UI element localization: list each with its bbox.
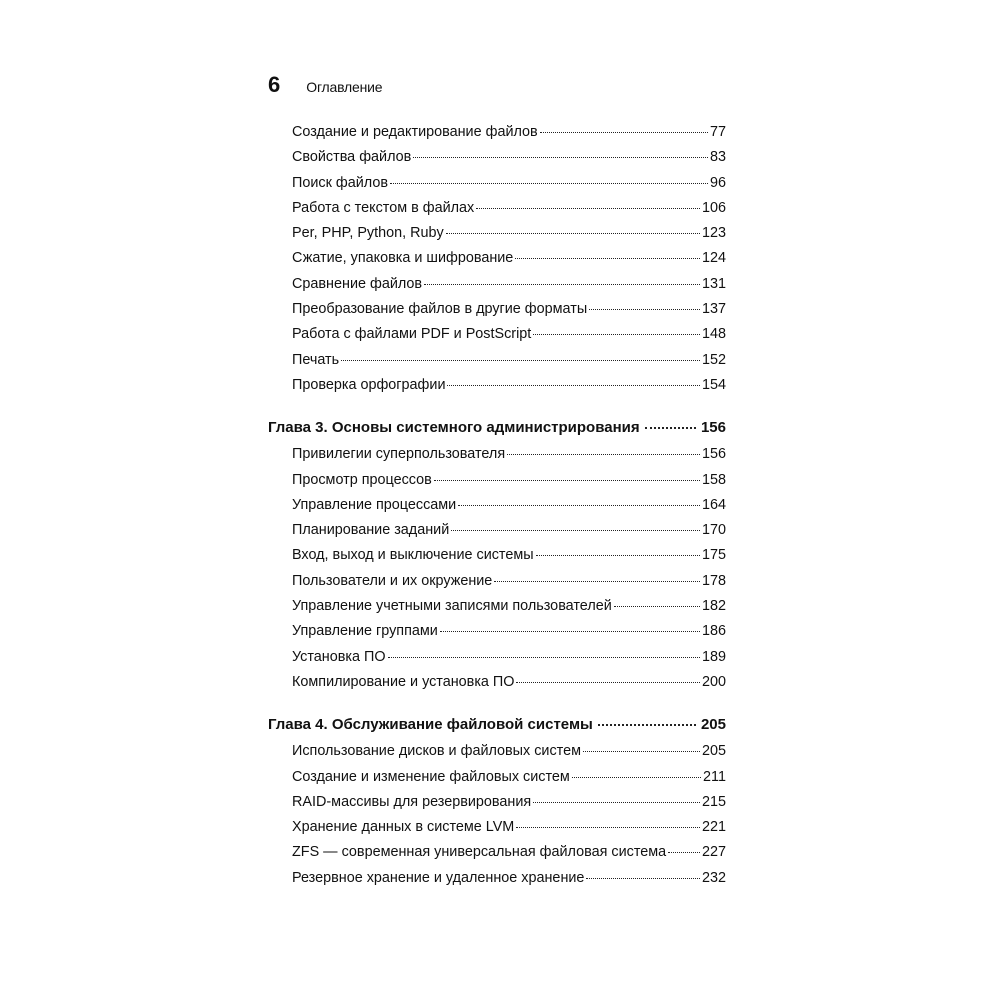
entry-page-number: 221 [701, 819, 726, 836]
dot-leader [536, 554, 700, 556]
toc-group [268, 419, 726, 699]
entry-title: Управление учетными записями пользователей [292, 598, 612, 615]
entry-page-number: 232 [701, 869, 726, 886]
chapter-page-number: 156 [700, 419, 726, 437]
entry-title: ZFS — современная универсальная файловая система [292, 844, 667, 861]
entry-page-number: 205 [701, 743, 726, 760]
entry-page-number: 154 [701, 376, 726, 393]
entry-title: Просмотр процессов [292, 471, 432, 488]
entry-page-number: 186 [701, 623, 726, 640]
dot-leader [668, 851, 700, 853]
dot-leader [388, 656, 700, 658]
entry-title: Планирование заданий [292, 522, 450, 539]
entry-page-number: 123 [701, 225, 726, 242]
toc-entry [268, 674, 726, 699]
toc-entry [268, 124, 726, 149]
entry-title: Резервное хранение и удаленное хранение [292, 869, 585, 886]
entry-page-number: 131 [701, 275, 726, 292]
toc-group [268, 716, 726, 895]
entry-page-number: 182 [701, 598, 726, 615]
entry-title: Работа с текстом в файлах [292, 199, 475, 216]
dot-leader [446, 232, 700, 234]
entry-title: Установка ПО [292, 648, 386, 665]
dot-leader [424, 283, 700, 285]
dot-leader [516, 681, 700, 683]
entry-title: Сравнение файлов [292, 275, 423, 292]
toc-entry [268, 598, 726, 623]
entry-page-number: 83 [709, 149, 726, 166]
toc-group [268, 124, 726, 402]
toc-entry [268, 743, 726, 768]
chapter-page-number: 205 [700, 716, 726, 734]
dot-leader [451, 529, 700, 531]
toc-entry [268, 573, 726, 598]
dot-leader [341, 359, 700, 361]
dot-leader [572, 776, 701, 778]
entry-page-number: 158 [701, 471, 726, 488]
toc-entry [268, 225, 726, 250]
toc-entry [268, 276, 726, 301]
entry-page-number: 96 [709, 174, 726, 191]
entry-page-number: 124 [701, 250, 726, 267]
toc-chapter-heading [268, 716, 726, 743]
toc-entry [268, 472, 726, 497]
entry-title: Преобразование файлов в другие форматы [292, 301, 588, 318]
toc-entry [268, 377, 726, 402]
dot-leader [583, 750, 700, 752]
toc-entry [268, 819, 726, 844]
toc-entry [268, 446, 726, 471]
toc-entry [268, 649, 726, 674]
entry-title: Компилирование и установка ПО [292, 673, 515, 690]
entry-title: Проверка орфографии [292, 376, 446, 393]
toc-chapter-heading [268, 419, 726, 446]
entry-page-number: 175 [701, 547, 726, 564]
entry-title: Использование дисков и файловых систем [292, 743, 581, 760]
dot-leader [507, 453, 700, 455]
toc-entry [268, 547, 726, 572]
dot-leader [440, 630, 700, 632]
entry-page-number: 106 [701, 199, 726, 216]
dot-leader [586, 877, 700, 879]
dot-leader [390, 182, 708, 184]
chapter-title: Глава 4. Обслуживание файловой системы [268, 716, 593, 734]
dot-leader [614, 605, 700, 607]
entry-title: Вход, выход и выключение системы [292, 547, 534, 564]
toc-entry [268, 522, 726, 547]
running-head [268, 72, 382, 98]
dot-leader [533, 801, 700, 803]
toc-entry [268, 794, 726, 819]
entry-title: Per, PHP, Python, Ruby [292, 225, 444, 242]
running-title: Оглавление [306, 79, 383, 95]
dot-leader [447, 384, 700, 386]
toc-entry [268, 175, 726, 200]
toc-entry [268, 352, 726, 377]
entry-title: Создание и изменение файловых систем [292, 768, 570, 785]
dot-leader [434, 479, 700, 481]
toc-entry [268, 870, 726, 895]
dot-leader [476, 207, 700, 209]
dot-leader [494, 580, 700, 582]
entry-title: Создание и редактирование файлов [292, 124, 538, 140]
entry-title: Управление процессами [292, 496, 457, 513]
toc-entry [268, 769, 726, 794]
entry-title: Хранение данных в системе LVM [292, 819, 515, 836]
entry-title: Пользователи и их окружение [292, 572, 493, 589]
entry-page-number: 170 [701, 522, 726, 539]
dot-leader [598, 723, 696, 726]
entry-title: RAID-массивы для резервирования [292, 793, 532, 810]
toc-entry [268, 844, 726, 869]
entry-page-number: 77 [709, 124, 726, 140]
entry-title: Печать [292, 351, 340, 368]
entry-title: Свойства файлов [292, 149, 412, 166]
entry-title: Сжатие, упаковка и шифрование [292, 250, 514, 267]
toc-entry [268, 623, 726, 648]
entry-page-number: 215 [701, 793, 726, 810]
toc-entry [268, 250, 726, 275]
dot-leader [413, 156, 708, 158]
entry-title: Привилегии суперпользователя [292, 446, 506, 463]
entry-title: Поиск файлов [292, 174, 388, 191]
entry-page-number: 189 [701, 648, 726, 665]
toc-entry [268, 200, 726, 225]
entry-page-number: 200 [701, 673, 726, 690]
chapter-title: Глава 3. Основы системного администрирования [268, 419, 640, 437]
dot-leader [589, 308, 700, 310]
toc-entry [268, 301, 726, 326]
dot-leader [458, 504, 700, 506]
dot-leader [540, 131, 708, 133]
entry-page-number: 178 [701, 572, 726, 589]
toc-entry [268, 497, 726, 522]
dot-leader [516, 826, 700, 828]
entry-title: Управление группами [292, 623, 438, 640]
entry-page-number: 137 [701, 301, 726, 318]
dot-leader [533, 333, 700, 335]
page-number: 6 [268, 72, 281, 97]
dot-leader [515, 257, 700, 259]
table-of-contents [268, 124, 726, 912]
entry-title: Работа с файлами PDF и PostScript [292, 326, 532, 343]
toc-entry [268, 149, 726, 174]
entry-page-number: 156 [701, 446, 726, 463]
entry-page-number: 164 [701, 496, 726, 513]
toc-entry [268, 326, 726, 351]
entry-page-number: 211 [703, 768, 726, 785]
entry-page-number: 148 [701, 326, 726, 343]
entry-page-number: 152 [701, 351, 726, 368]
dot-leader [645, 426, 696, 429]
entry-page-number: 227 [701, 844, 726, 861]
